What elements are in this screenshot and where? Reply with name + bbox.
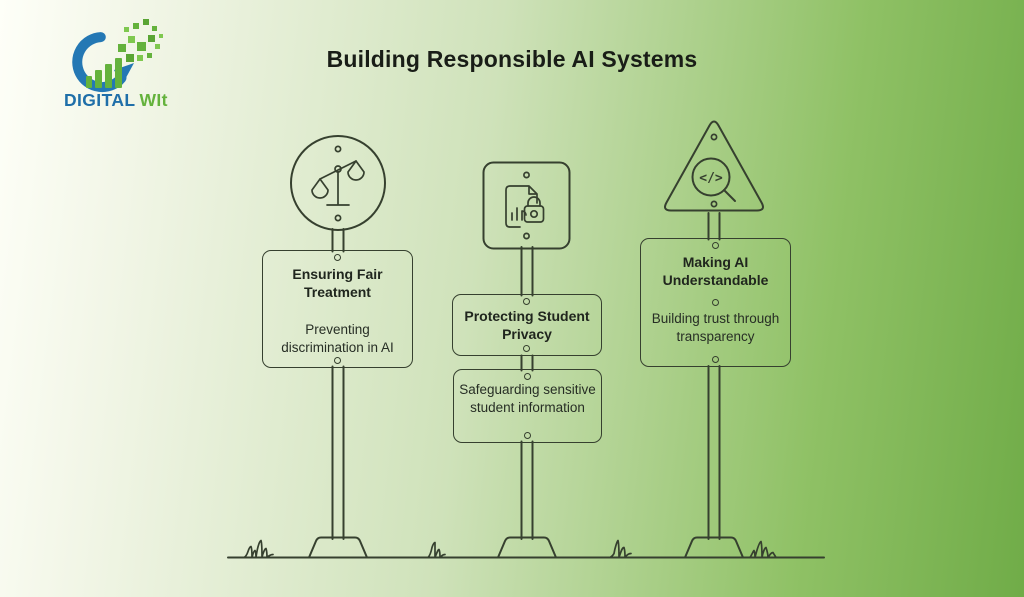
grass-tuft [428, 543, 445, 558]
screw-dot [334, 357, 341, 364]
sign-title: Making AI Understandable [662, 254, 769, 288]
sign-subtitle: Preventing discrimination in AI [281, 322, 394, 355]
screw-dot [712, 242, 719, 249]
signpost-base [309, 538, 367, 558]
sign-title: Ensuring Fair Treatment [292, 266, 383, 300]
grass-tufts [244, 541, 776, 558]
grass-tuft [244, 541, 273, 558]
sign-fair-treatment [262, 250, 413, 368]
signpost-base [498, 538, 556, 558]
code-glyph: </> [699, 171, 723, 186]
screw-dot [524, 233, 529, 238]
screw-dot [334, 254, 341, 261]
screw-dot [523, 345, 530, 352]
screw-dot [523, 298, 530, 305]
signpost-bases [309, 538, 743, 558]
grass-tuft [610, 541, 631, 558]
logo-wordmark-primary: DIGITAL [64, 90, 136, 110]
signpost-base [685, 538, 743, 558]
screw-dot [712, 299, 719, 306]
screw-dot [711, 134, 716, 139]
sign-student-privacy-subtitle [453, 369, 602, 443]
scales-icon [291, 136, 385, 230]
sign-student-privacy-title [452, 294, 602, 356]
sign-subtitle: Building trust through transparency [651, 311, 780, 344]
sign-title: Protecting Student Privacy [464, 308, 590, 342]
screw-dot [335, 146, 340, 151]
grass-tuft [750, 542, 776, 558]
code-magnifier-icon [665, 122, 763, 211]
screw-dot [524, 172, 529, 177]
screw-dot [711, 201, 716, 206]
document-lock-icon [484, 163, 570, 249]
sign-ai-understandable [640, 238, 791, 367]
screw-dot [712, 356, 719, 363]
screw-dot [335, 215, 340, 220]
screw-dot [524, 373, 531, 380]
page-title: Building Responsible AI Systems [326, 46, 698, 72]
screw-dot [524, 432, 531, 439]
sign-subtitle: Safeguarding sensitive student information [459, 382, 596, 415]
logo-wordmark-secondary: WIt [139, 90, 168, 110]
